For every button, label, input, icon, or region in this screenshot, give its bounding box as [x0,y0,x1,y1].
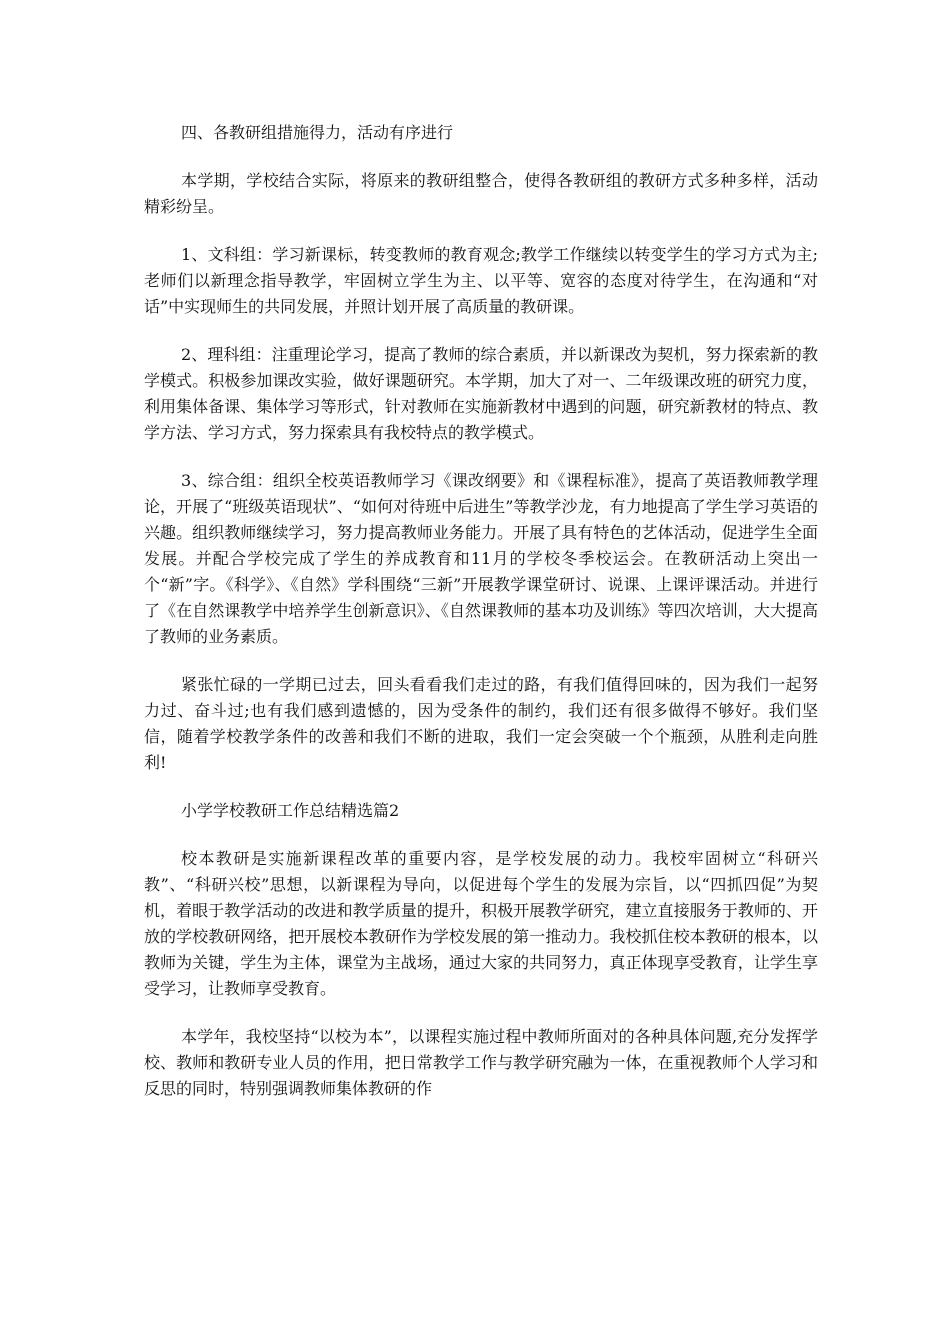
paragraph-school-research: 校本教研是实施新课程改革的重要内容，是学校发展的动力。我校牢固树立“科研兴教”、“科研兴校”思想，以新课程为导向，以促进每个学生的发展为宗旨，以“四抓四促”为契机，着眼于教学活动的改进和教学质量的提升，积极开展教学研究，建立直接服务于教师的、开放的学校教研网络，把开展校本教研作为学校发展的第一推动力。我校抓住校本教研的根本，以教师为关键，学生为主体，课堂为主战场，通过大家的共同努力，真正体现享受教育，让学生享受学习，让教师享受教育。 [144,849,818,998]
paragraph-gap [144,776,818,798]
document-page [144,120,818,1102]
paragraph-liberal-arts-group: 1、文科组：学习新课标，转变教师的教育观念;教学工作继续以转变学生的学习方式为主;老师们以新理念指导教学，牢固树立学生为主、以平等、宽容的态度对待学生，在沟通和“对话”中实现师生的共同发展，并照计划开展了高质量的教研课。 [144,245,818,316]
article-title: 小学学校教研工作总结精选篇2 [181,801,400,820]
paragraph-comprehensive-group: 3、综合组：组织全校英语教师学习《课改纲要》和《课程标准》，提高了英语教师教学理论，开展了“班级英语现状”、“如何对待班中后进生”等教学沙龙，有力地提高了学生学习英语的兴趣。组织教师继续学习，努力提高教师业务能力。开展了具有特色的艺体活动，促进学生全面发展。并配合学校完成了学生的养成教育和11月的学校冬季校运会。在教研活动上突出一个“新”字。《科学》、《自然》学科围绕“三新”开展教学课堂研讨、说课、上课评课活动。并进行了《在自然课教学中培养学生创新意识》、《自然课教师的基本功及训练》等四次培训，大大提高了教师的业务素质。 [144,471,818,646]
paragraph-gap [144,1002,818,1024]
paragraph-gap [144,146,818,168]
paragraph-conclusion: 紧张忙碌的一学期已过去，回头看看我们走过的路，有我们值得回味的，因为我们一起努力过、奋斗过;也有我们感到遗憾的，因为受条件的制约，我们还有很多做得不够好。我们坚信，随着学校教学条件的改善和我们不断的进取，我们一定会突破一个个瓶颈，从胜利走向胜利! [144,675,818,772]
paragraph-gap [144,650,818,672]
paragraph-science-group: 2、理科组：注重理论学习，提高了教师的综合素质，并以新课改为契机，努力探索新的教学模式。积极参加课改实验，做好课题研究。本学期，加大了对一、二年级课改班的研究力度，利用集体备课、集体学习等形式，针对教师在实施新教材中遇到的问题，研究新教材的特点、教学方法、学习方式，努力探索具有我校特点的教学模式。 [144,345,818,442]
paragraph-gap [144,220,818,242]
paragraph-intro: 本学期，学校结合实际，将原来的教研组整合，使得各教研组的教研方式多种多样，活动精彩纷呈。 [144,171,818,216]
paragraph-this-year: 本学年，我校坚持“以校为本”，以课程实施过程中教师所面对的各种具体问题,充分发挥学校、教师和教研专业人员的作用，把日常教学工作与教学研究融为一体，在重视教师个人学习和反思的同时，特别强调教师集体教研的作 [144,1027,818,1098]
paragraph-gap [144,446,818,468]
section-heading: 四、各教研组措施得力，活动有序进行 [181,123,454,142]
paragraph-gap [144,824,818,846]
paragraph-gap [144,320,818,342]
